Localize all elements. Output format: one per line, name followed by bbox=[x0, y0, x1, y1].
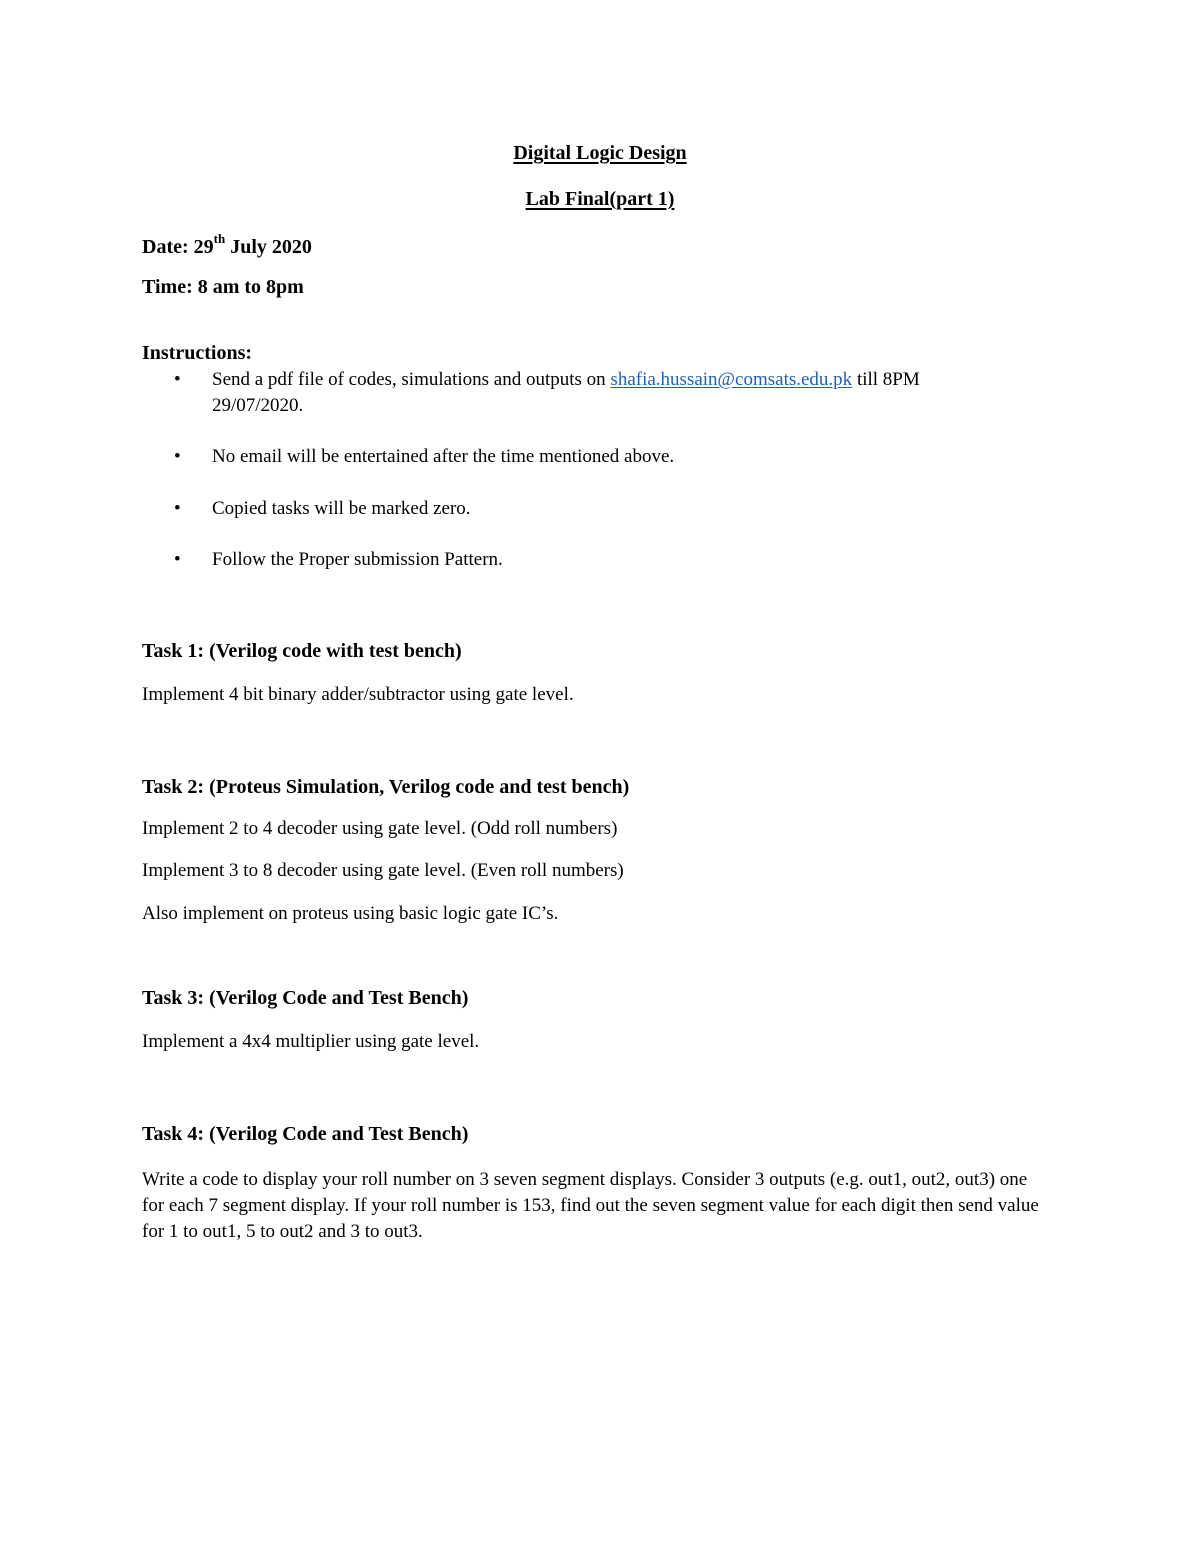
instruction-text bbox=[212, 369, 920, 391]
task-2-line: Also implement on proteus using basic logic gate IC’s. bbox=[142, 903, 559, 924]
date-rest: July 2020 bbox=[225, 236, 312, 258]
task-2-heading bbox=[142, 776, 629, 799]
document-subtitle: Lab Final(part 1) bbox=[525, 188, 675, 210]
instruction-text: Follow the Proper submission Pattern. bbox=[212, 549, 503, 570]
task-label: Task 4: bbox=[142, 1123, 205, 1145]
task-label: Task 2: bbox=[142, 776, 205, 798]
email-link[interactable]: shafia.hussain@comsats.edu.pk bbox=[610, 369, 853, 390]
task-heading-rest: (Verilog Code and Test Bench) bbox=[204, 1123, 469, 1145]
instruction-1-before: Send a pdf file of codes, simulations and outputs on bbox=[212, 369, 611, 390]
task-3-heading bbox=[142, 987, 468, 1010]
bullet-icon: • bbox=[174, 446, 181, 467]
task-1-heading bbox=[142, 640, 462, 663]
bullet-icon: • bbox=[174, 549, 181, 570]
task-2-line: Implement 3 to 8 decoder using gate level. (Even roll numbers) bbox=[142, 860, 624, 881]
task-4-heading bbox=[142, 1123, 468, 1146]
exam-time: Time: 8 am to 8pm bbox=[142, 276, 304, 298]
task-4-paragraph: Write a code to display your roll number on 3 seven segment displays. Consider 3 outputs (e.g. out1, out2, out3) one for each 7 segment display. If your roll number is 153, find out the seven segment value for each digit then send value for 1 to out1, 5 to out2 and 3 to out3. bbox=[142, 1169, 1039, 1242]
instruction-1-line2: 29/07/2020. bbox=[212, 395, 304, 416]
task-3-line: Implement a 4x4 multiplier using gate level. bbox=[142, 1031, 480, 1052]
instructions-heading: Instructions: bbox=[142, 342, 253, 364]
task-label: Task 1: bbox=[142, 640, 205, 662]
bullet-icon: • bbox=[174, 369, 181, 390]
task-heading-rest: (Verilog Code and Test Bench) bbox=[204, 987, 469, 1009]
task-heading-rest: (Verilog code with test bench) bbox=[204, 640, 462, 662]
task-heading-rest: (Proteus Simulation, Verilog code and test bench) bbox=[204, 776, 630, 798]
date-label: Date: bbox=[142, 236, 194, 258]
instruction-text: No email will be entertained after the time mentioned above. bbox=[212, 446, 675, 467]
document-title: Digital Logic Design bbox=[513, 142, 687, 164]
bullet-icon: • bbox=[174, 498, 181, 519]
date-day: 29 bbox=[193, 236, 214, 258]
task-label: Task 3: bbox=[142, 987, 205, 1009]
task-1-line: Implement 4 bit binary adder/subtractor using gate level. bbox=[142, 684, 574, 705]
instruction-1-after: till 8PM bbox=[852, 369, 920, 390]
task-2-line: Implement 2 to 4 decoder using gate level. (Odd roll numbers) bbox=[142, 818, 618, 839]
exam-date bbox=[142, 231, 312, 259]
instruction-text: Copied tasks will be marked zero. bbox=[212, 498, 471, 519]
date-day-suffix: th bbox=[213, 231, 226, 247]
